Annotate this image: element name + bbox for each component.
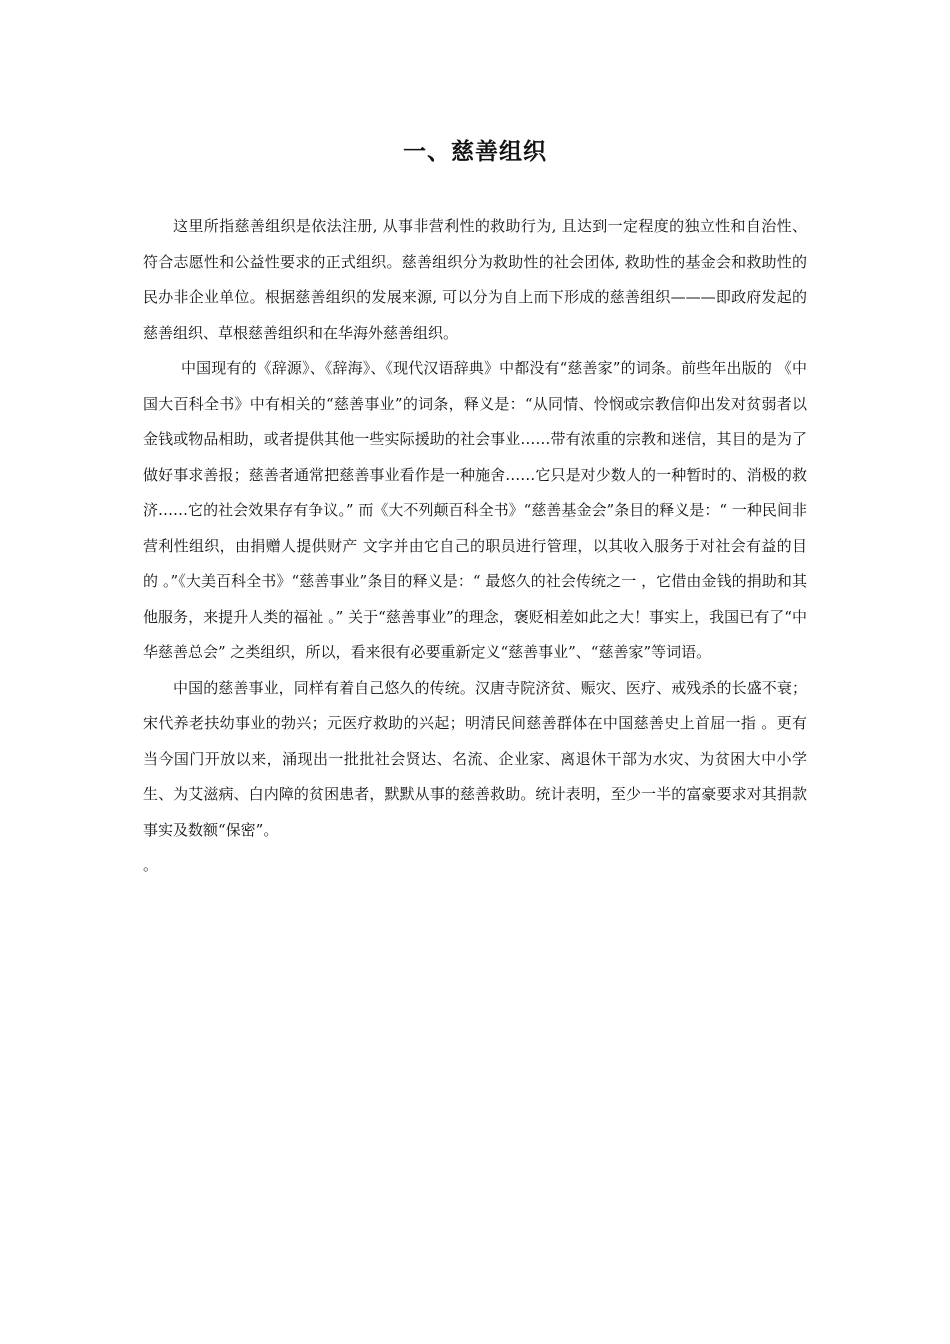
paragraph-dictionary-definitions: 中国现有的《辞源》、《辞海》、《现代汉语辞典》中都没有“慈善家”的词条。前些年出版的 《中国大百科全书》中有相关的“慈善事业”的词条，释义是：“从同情、怜悯或宗教信仰出发对贫弱者以金钱或物品相助，或者提供其他一些实际援助的社会事业……带有浓重的宗教和迷信，其目的是为了做好事求善报；慈善者通常把慈善事业看作是一种施舍……它只是对少数人的一种暂时的、消极的救济……它的社会效果存有争议。” 而《大不列颠百科全书》“慈善基金会”条目的释义是：“ 一种民间非营利性组织，由捐赠人提供财产 文字并由它自己的职员进行管理，以其收入服务于对社会有益的目的 。”《大美百科全书》“慈善事业”条目的释义是：“ 最悠久的社会传统之一 ，它借由金钱的捐助和其他服务，来提升人类的福祉 。” 关于“慈善事业”的理念，褒贬相差如此之大！事实上，我国已有了“中华慈善总会” 之类组织，所以，看来很有必要重新定义“慈善事业”、“慈善家”等词语。 <box>143 359 807 661</box>
document-body <box>143 209 807 884</box>
paragraph-charity-organizations: 这里所指慈善组织是依法注册, 从事非营利性的救助行为, 且达到一定程度的独立性和自治性、符合志愿性和公益性要求的正式组织。慈善组织分为救助性的社会团体, 救助性的基金会和救助性的民办非企业单位。根据慈善组织的发展来源, 可以分为自上而下形成的慈善组织———即政府发起的慈善组织、草根慈善组织和在华海外慈善组织。 <box>143 217 807 342</box>
page-title: 一、慈善组织 <box>403 139 547 165</box>
trailing-punctuation: 。 <box>143 856 159 874</box>
paragraph-chinese-tradition: 中国的慈善事业，同样有着自己悠久的传统。汉唐寺院济贫、赈灾、医疗、戒残杀的长盛不衰；宋代养老扶幼事业的勃兴；元医疗救助的兴起；明清民间慈善群体在中国慈善史上首屈一指 。更有当今国门开放以来，涌现出一批批社会贤达、名流、企业家、离退休干部为水灾、为贫困大中小学生、为艾滋病、白内障的贫困患者，默默从事的慈善救助。统计表明，至少一半的富豪要求对其捐款事实及数额“保密”。 <box>143 678 807 839</box>
